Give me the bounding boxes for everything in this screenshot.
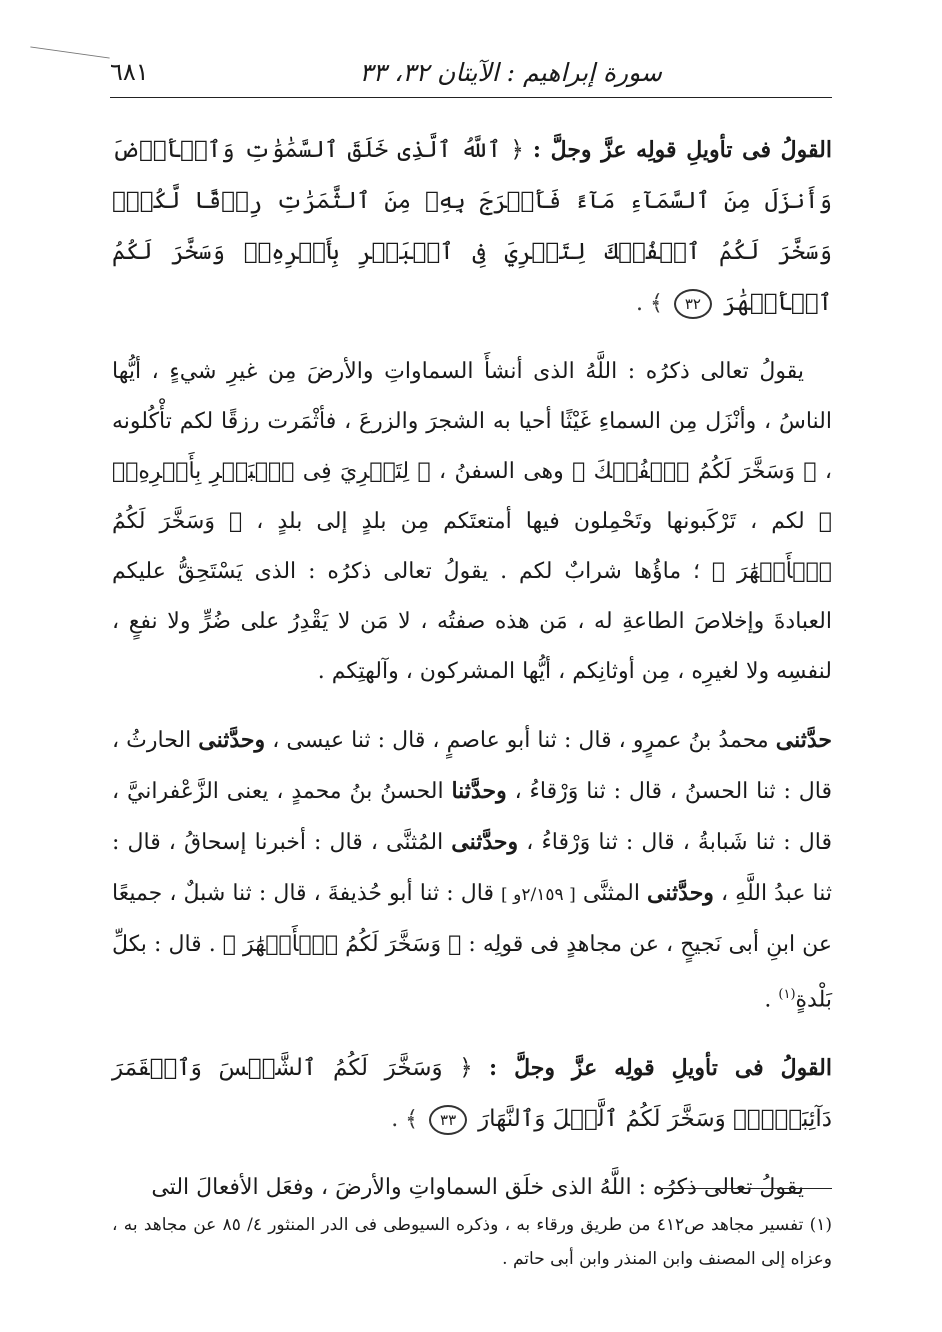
header-rule: [110, 97, 832, 98]
isnad-text: الحسنُ بنُ محمدٍ ، يعنى الزَّعْفرانيَّ ، قال : ثنا شَبابةُ ، قال : ثنا وَرْقاءُ ،: [112, 779, 832, 855]
narration-verb: وحدَّثنى: [647, 880, 714, 906]
ayah-number-marker: ٣٣: [429, 1105, 467, 1135]
footnote-marker: (١): [778, 987, 796, 1002]
narration-verb: وحدَّثنا: [451, 778, 507, 804]
isnad-text: .: [764, 987, 779, 1013]
isnad-text: قال : ثنا أبو حُذيفةَ ، قال : ثنا شبلٌ ، جميعًا عن ابنِ أبى نَجيحٍ ، عن مجاهدٍ فى قولِه : ﴿ وَسَخَّرَ لَكُمُ ٱلۡأَنۡهَٰرَ ﴾ . قال : بكلِّ بَلْدةٍ: [112, 881, 832, 1013]
footnote-1: (١) تفسير مجاهد ص٤١٢ من طريق ورقاء به ، وذكره السيوطى فى الدر المنثور ٤/ ٨٥ عن مجاهد به ، وعزاه إلى المصنف وابن المنذر وابن أبى حاتم .: [112, 1215, 832, 1269]
manuscript-folio-ref: [ ٢/١٥٩و ]: [501, 885, 576, 905]
page-number: ٦٨١: [110, 58, 149, 86]
narration-verb: حدَّثنى: [775, 727, 832, 753]
verse-close-bracket: ﴾ .: [635, 291, 663, 316]
page-header: [110, 58, 832, 98]
paragraph-verse-33: [112, 1043, 832, 1145]
isnad-text: المُثنَّى ، قال : أخبرنا إسحاقُ ، قال : ثنا عبدُ اللَّهِ ،: [112, 830, 832, 906]
quran-verse: ﴿ ٱللَّهُ ٱلَّذِى خَلَقَ ٱلسَّمَٰوَٰتِ وَٱلۡأَرۡضَ وَأَنزَلَ مِنَ ٱلسَّمَآءِ مَآءً فَأَخۡرَجَ بِهِۦ مِنَ ٱلثَّمَرَٰتِ رِزۡقًا لَّكُمۡۖ وَسَخَّرَ لَكُمُ ٱلۡفُلۡكَ لِتَجۡرِيَ فِى ٱلۡبَحۡرِ بِأَمۡرِهِۦۖ وَسَخَّرَ لَكُمُ ٱلۡأَنۡهَٰرَ: [112, 137, 832, 316]
section-heading: القولُ فى تأويلِ قولِه عزَّ وجلَّ :: [489, 1055, 832, 1082]
running-title: سورة إبراهيم : الآيتان ٣٢، ٣٣: [359, 58, 662, 87]
isnad-text: المثنَّى: [575, 881, 648, 906]
narration-verb: وحدَّثنى: [451, 829, 519, 855]
section-heading: القولُ فى تأويلِ قولِه عزَّ وجلَّ :: [532, 137, 832, 163]
footnote-rule: [660, 1188, 832, 1189]
paragraph-verse-32: [112, 125, 832, 329]
scan-artifact-line: [30, 46, 109, 58]
paragraph-commentary: يقولُ تعالى ذكرُه : اللَّهُ الذى أنشأَ السماواتِ والأرضَ مِن غيرِ شيءٍ ، أيُّها الناسُ ، وأنْزَل مِن السماءِ غَيْثًا أحيا به الشجرَ والزرعَ ، فأثْمَرت رزقًا لكم تأْكُلونه ، ﴿ وَسَخَّرَ لَكُمُ ٱلۡفُلۡكَ ﴾ وهى السفنُ ، ﴿ لِتَجۡرِيَ فِى ٱلۡبَحۡرِ بِأَمۡرِهِۦۖ ﴾ لكم ، تَرْكَبونها وتَحْمِلون فيها أمتعتَكم مِن بلدٍ إلى بلدٍ ، ﴿ وَسَخَّرَ لَكُمُ ٱلۡأَنۡهَٰرَ ﴾ ؛ ماؤُها شرابٌ لكم . يقولُ تعالى ذكرُه : الذى يَسْتَحِقُّ عليكم العبادةَ وإخلاصَ الطاعةِ له ، مَن هذه صفتُه ، لا مَن لا يَقْدِرُ على ضُرٍّ ولا نفعٍ ، لنفسِه ولا لغيرِه ، مِن أوثانِكم ، أيُّها المشركون ، وآلهتِكم .: [112, 359, 832, 684]
isnad-text: محمدُ بنُ عمرٍو ، قال : ثنا أبو عاصمٍ ، قال : ثنا عيسى ،: [265, 728, 776, 753]
ayah-number-marker: ٣٢: [674, 289, 712, 319]
narration-verb: وحدَّثنى: [198, 727, 266, 753]
verse-close-bracket: ﴾ .: [391, 1107, 419, 1133]
quran-verse: ﴿ وَسَخَّرَ لَكُمُ ٱلشَّمۡسَ وَٱلۡقَمَرَ دَآئِبَيۡنِۖ وَسَخَّرَ لَكُمُ ٱلَّيۡلَ وَٱلنَّهَارَ: [112, 1055, 832, 1133]
paragraph-isnad: [112, 715, 832, 1025]
main-text: [112, 125, 832, 1231]
paragraph-commentary-continued: يقولُ تعالى ذكرُه : اللَّهُ الذى خلَق السماواتِ والأرضَ ، وفعَل الأفعالَ التى: [151, 1175, 804, 1201]
isnad-text: الحارثُ ، قال : ثنا الحسنُ ، قال : ثنا وَرْقاءُ ،: [112, 728, 832, 804]
footnotes: [112, 1208, 832, 1276]
